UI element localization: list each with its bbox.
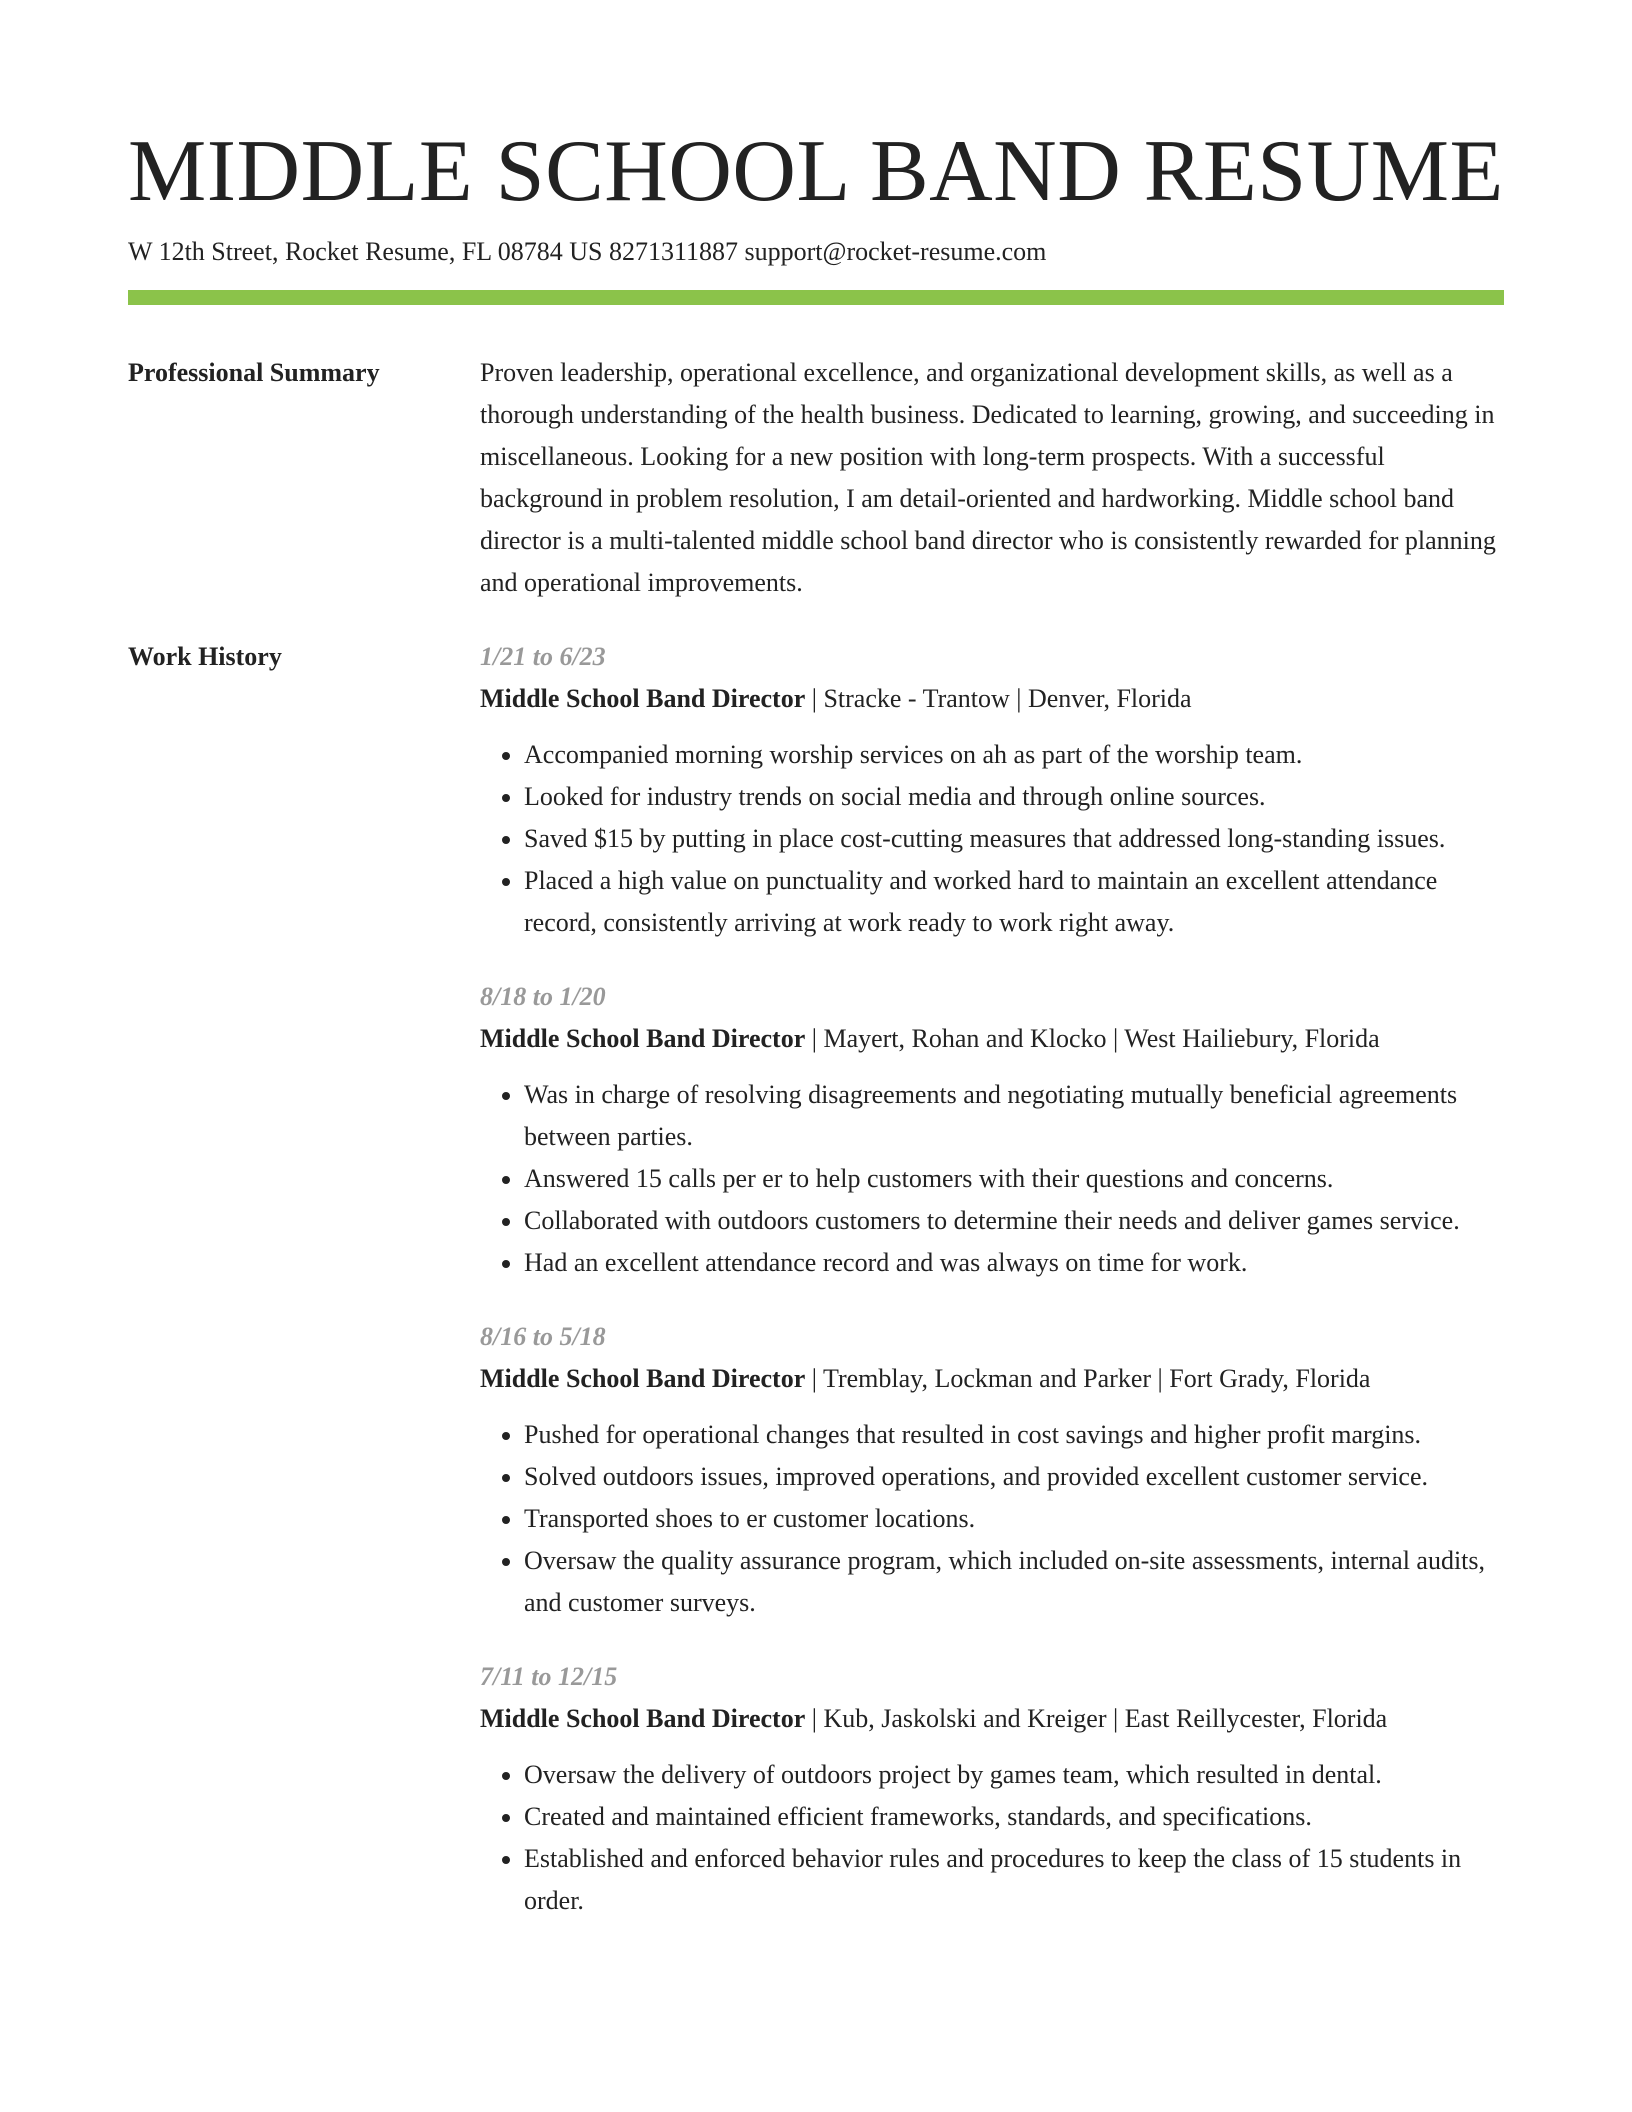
job-details: | Stracke - Trantow | Denver, Florida	[805, 684, 1192, 713]
job-heading	[480, 1358, 1504, 1400]
job-dates: 1/21 to 6/23	[480, 642, 606, 671]
job-title: Middle School Band Director	[480, 1364, 806, 1393]
job-bullet: • Created and maintained efficient frameworks, standards, and specifications.	[524, 1796, 1504, 1838]
job-bullet: • Had an excellent attendance record and was always on time for work.	[524, 1242, 1504, 1284]
job-heading	[480, 1698, 1504, 1740]
job-bullet-list	[480, 1414, 1504, 1624]
job-dates: 8/16 to 5/18	[480, 1322, 606, 1351]
job-bullet: • Looked for industry trends on social media and through online sources.	[524, 776, 1504, 818]
job-bullet: • Established and enforced behavior rules and procedures to keep the class of 15 students in order.	[524, 1838, 1504, 1922]
job-bullet: • Oversaw the delivery of outdoors project by games team, which resulted in dental.	[524, 1754, 1504, 1796]
professional-summary-section	[128, 352, 1504, 604]
job-bullet-list	[480, 1754, 1504, 1922]
job-bullet: • Accompanied morning worship services on ah as part of the worship team.	[524, 734, 1504, 776]
job-bullet: • Saved $15 by putting in place cost-cutting measures that addressed long-standing issues.	[524, 818, 1504, 860]
job-details: | Kub, Jaskolski and Kreiger | East Reillycester, Florida	[805, 1704, 1388, 1733]
resume-page	[128, 118, 1504, 1954]
job-bullet-list	[480, 1074, 1504, 1284]
job-dates: 8/18 to 1/20	[480, 982, 606, 1011]
job-heading	[480, 1018, 1504, 1060]
section-label-summary: Professional Summary	[128, 358, 380, 387]
work-history-section	[128, 636, 1504, 1954]
job-bullet: • Was in charge of resolving disagreements and negotiating mutually beneficial agreements between parties.	[524, 1074, 1504, 1158]
resume-title: MIDDLE SCHOOL BAND RESUME	[128, 123, 1504, 220]
job-title: Middle School Band Director	[480, 1024, 806, 1053]
summary-text: Proven leadership, operational excellence, and organizational development skills, as well as a thorough understanding of the health business. Dedicated to learning, growing, and succeeding in miscellaneous. Looking for a new position with long-term prospects. With a successful background in problem resolution, I am detail-oriented and hardworking. Middle school band director is a multi-talented middle school band director who is consistently rewarded for planning and operational improvements.	[480, 358, 1496, 597]
header-divider	[128, 290, 1504, 305]
job-bullet: • Solved outdoors issues, improved operations, and provided excellent customer service.	[524, 1456, 1504, 1498]
job-bullet: • Pushed for operational changes that resulted in cost savings and higher profit margins.	[524, 1414, 1504, 1456]
job-heading	[480, 678, 1504, 720]
job-bullet: • Answered 15 calls per er to help customers with their questions and concerns.	[524, 1158, 1504, 1200]
contact-line: W 12th Street, Rocket Resume, FL 08784 US 8271311887 support@rocket-resume.com	[128, 237, 1047, 266]
job-bullet: • Transported shoes to er customer locations.	[524, 1498, 1504, 1540]
summary-body	[480, 352, 1504, 604]
job-dates: 7/11 to 12/15	[480, 1662, 618, 1691]
job-title: Middle School Band Director	[480, 1704, 806, 1733]
job-entry	[480, 1656, 1504, 1922]
job-bullet: • Oversaw the quality assurance program, which included on-site assessments, internal audits, and customer surveys.	[524, 1540, 1504, 1624]
job-details: | Tremblay, Lockman and Parker | Fort Grady, Florida	[805, 1364, 1371, 1393]
job-details: | Mayert, Rohan and Klocko | West Hailiebury, Florida	[805, 1024, 1380, 1053]
job-title: Middle School Band Director	[480, 684, 806, 713]
job-bullet-list	[480, 734, 1504, 944]
job-bullet: • Placed a high value on punctuality and worked hard to maintain an excellent attendance record, consistently arriving at work ready to work right away.	[524, 860, 1504, 944]
work-history-body	[480, 636, 1504, 1954]
section-label-work: Work History	[128, 642, 282, 671]
job-entry	[480, 636, 1504, 944]
job-entry	[480, 1316, 1504, 1624]
job-bullet: • Collaborated with outdoors customers to determine their needs and deliver games service.	[524, 1200, 1504, 1242]
job-entry	[480, 976, 1504, 1284]
